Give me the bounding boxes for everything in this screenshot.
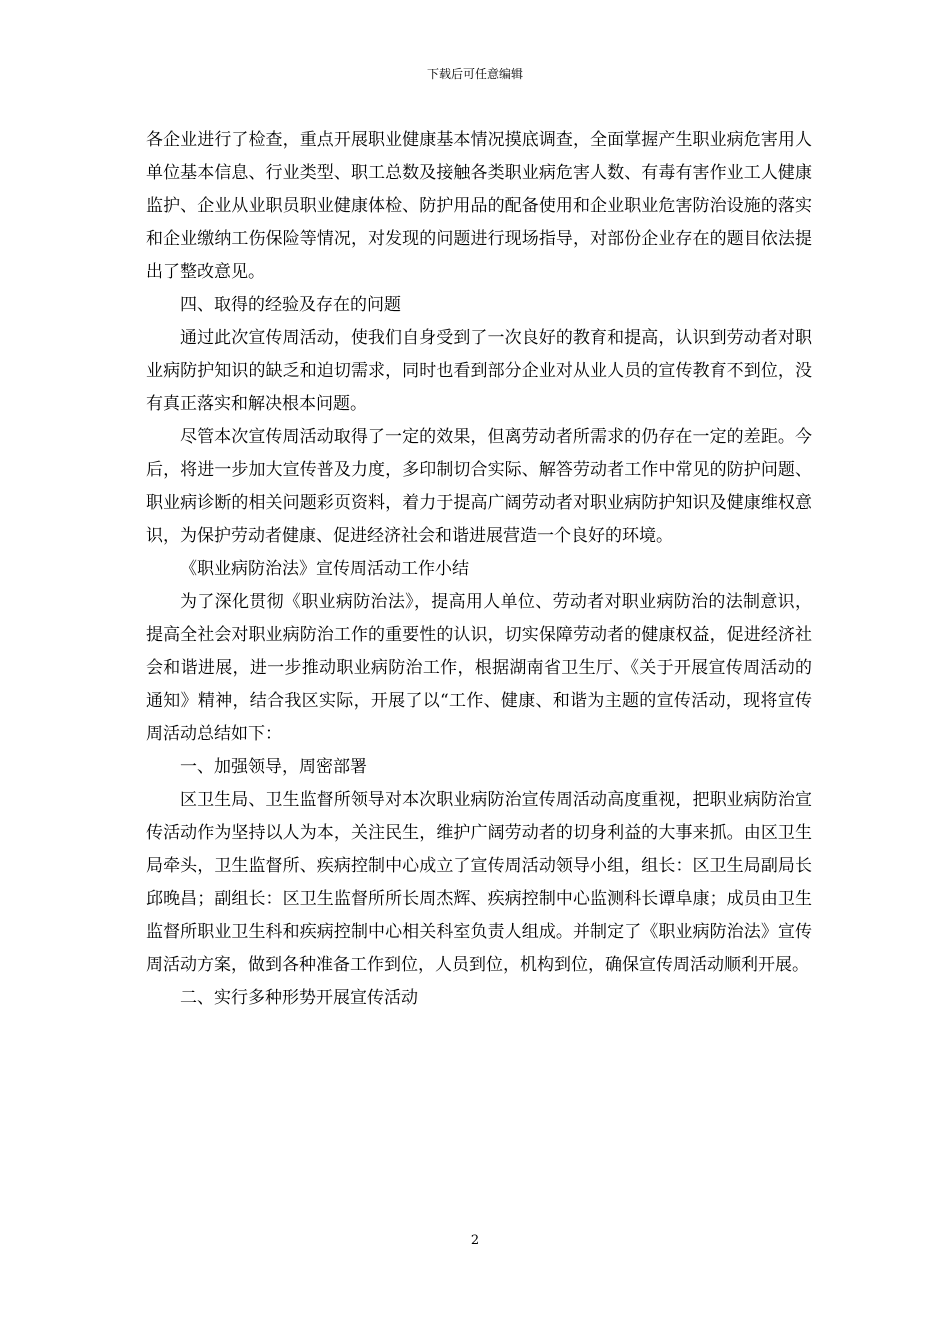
paragraph: 通过此次宣传周活动，使我们自身受到了一次良好的教育和提高，认识到劳动者对职业病防护知识的缺乏和迫切需求，同时也看到部分企业对从业人员的宣传教育不到位，没有真正落实和解决根本问题。 xyxy=(146,328,812,414)
section-heading-1: 一、加强领导，周密部署 xyxy=(180,757,367,777)
document-title: 《职业病防治法》宣传周活动工作小结 xyxy=(180,559,469,579)
paragraph: 区卫生局、卫生监督所领导对本次职业病防治宣传周活动高度重视，把职业病防治宣传活动作为坚持以人为本，关注民生，维护广阔劳动者的切身利益的大事来抓。由区卫生局牵头，卫生监督所、疾病控制中心成立了宣传周活动领导小组，组长：区卫生局副局长邱晚昌；副组长：区卫生监督所所长周杰辉、疾病控制中心监测科长谭阜康；成员由卫生监督所职业卫生科和疾病控制中心相关科室负责人组成。并制定了《职业病防治法》宣传周活动方案，做到各种准备工作到位，人员到位，机构到位，确保宣传周活动顺利开展。 xyxy=(146,790,812,975)
section-heading-2: 二、实行多种形势开展宣传活动 xyxy=(180,988,418,1008)
page-number: 2 xyxy=(470,1233,480,1248)
paragraph-continuation: 各企业进行了检查，重点开展职业健康基本情况摸底调查，全面掌握产生职业病危害用人单位基本信息、行业类型、职工总数及接触各类职业病危害人数、有毒有害作业工人健康监护、企业从业职员职业健康体检、防护用品的配备使用和企业职业危害防治设施的落实和企业缴纳工伤保险等情况，对发现的问题进行现场指导，对部份企业存在的题目依法提出了整改意见。 xyxy=(146,130,812,282)
paragraph: 为了深化贯彻《职业病防治法》，提高用人单位、劳动者对职业病防治的法制意识，提高全社会对职业病防治工作的重要性的认识，切实保障劳动者的健康权益，促进经济社会和谐进展，进一步推动职业病防治工作，根据湖南省卫生厅、《关于开展宣传周活动的通知》精神，结合我区实际，开展了以“工作、健康、和谐为主题的宣传活动，现将宣传周活动总结如下： xyxy=(146,592,812,744)
document-body xyxy=(146,124,812,1015)
section-heading-4: 四、取得的经验及存在的问题 xyxy=(180,295,401,315)
paragraph: 尽管本次宣传周活动取得了一定的效果，但离劳动者所需求的仍存在一定的差距。今后，将进一步加大宣传普及力度，多印制切合实际、解答劳动者工作中常见的防护问题、职业病诊断的相关问题彩页资料，着力于提高广阔劳动者对职业病防护知识及健康维权意识，为保护劳动者健康、促进经济社会和谐进展营造一个良好的环境。 xyxy=(146,427,812,546)
page-header: 下载后可任意编辑 xyxy=(426,67,523,81)
